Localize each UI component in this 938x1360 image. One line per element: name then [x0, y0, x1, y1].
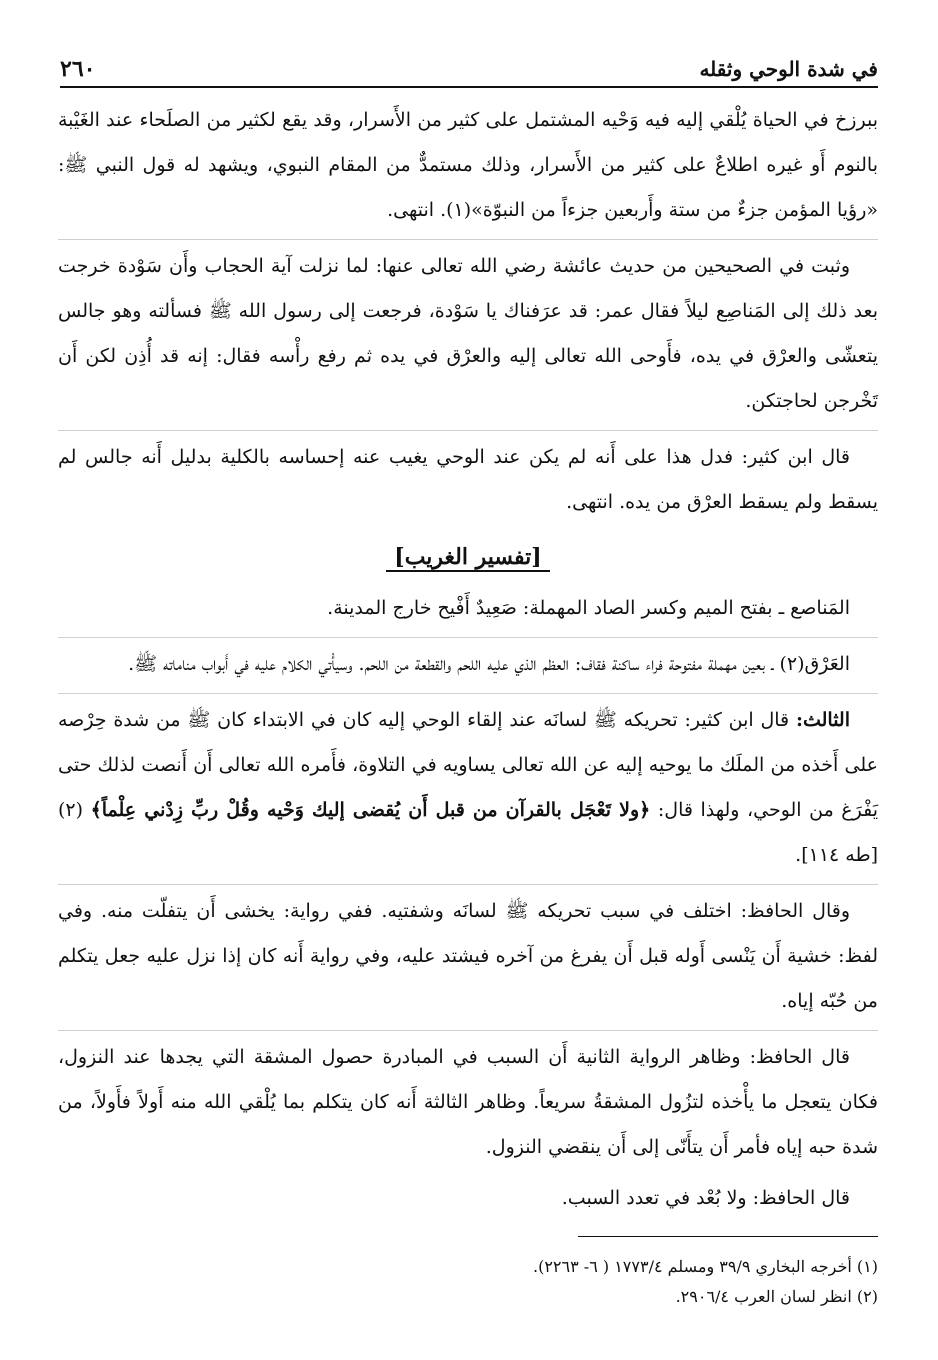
quran-verse: ﴿ولا تَعْجَل بالقرآن من قبل أَن يُقضى إليك وَحْيه وقُلْ ربِّ زِدْني عِلْماً﴾	[90, 799, 651, 821]
footnote: (١) أخرجه البخاري ٣٩/٩ ومسلم ١٧٧٣/٤ ( ٦- ٢٢٦٣).	[532, 1257, 878, 1276]
third-point-paragraph	[58, 693, 878, 878]
footnotes	[60, 1252, 878, 1312]
section-heading	[58, 535, 878, 580]
section-heading-text: [تفسير الغريب]	[386, 544, 549, 572]
running-title: في شدة الوحي وثقله	[699, 57, 878, 81]
footnote: (٢) انظر لسان العرب ٢٩٠٦/٤.	[675, 1287, 878, 1306]
paragraph: قال الحافظ: ولا بُعْد في تعدد السبب.	[561, 1187, 850, 1209]
footnote-divider	[578, 1236, 878, 1237]
third-point-text: قال ابن كثير: تحريكه ﷺ لسانَه عند إلقاء الوحي إليه كان في الابتداء كان ﷺ من شدة حِرْصه على أَخذه من الملَك ما يوحيه إليه عن الله تعالى يساويه في التلاوة، فأَمره الله تعالى أَن أَنصت لذلك حتى يَفْرَغ من الوحي، ولهذا قال:	[58, 709, 879, 821]
paragraph: قال ابن كثير: فدل هذا على أَنه لم يكن عند الوحي يغيب عنه إحساسه بالكلية بدليل أَنه جالس لم يسقط ولم يسقط العرْق من يده. انتهى.	[58, 430, 878, 525]
page-number: ٢٦٠	[60, 56, 96, 82]
glossary-entry: العَرْق(٢) ـ بعين مهملة مفتوحة فراء ساكنة فقاف: العظم الذي عليه اللحم والقطعة من اللحم. وسيأْتي الكلام عليه في أَبواب مناماته ﷺ.	[58, 637, 878, 687]
third-point-lead: الثالث:	[795, 709, 851, 731]
paragraph: وقال الحافظ: اختلف في سبب تحريكه ﷺ لسانَه وشفتيه. ففي رواية: يخشى أَن يتفلّت منه. وفي لفظ: خشية أَن يَنْسى أَوله قبل أَن يفرغ من آخره فيشتد عليه، وفي رواية أَنه كان إذا نزل عليه جعل يتكلم من حُبّه إياه.	[58, 884, 878, 1024]
page-body	[58, 98, 878, 1227]
page-header	[60, 52, 878, 88]
quran-reference: (٢) [طه ١١٤].	[58, 799, 878, 866]
paragraph: ببرزخ في الحياة يُلْقي إليه فيه وَحْيه المشتمل على كثير من الأَسرار، وقد يقع لكثير من الصلَحاء عند الغَيْبة بالنوم أَو غيره اطلاعٌ على كثير من الأَسرار، وذلك مستمدٌّ من المقام النبوي، ويشهد له قول النبي ﷺ: «رؤيا المؤمن جزءٌ من ستة وأَربعين جزءاً من النبوّة»(١). انتهى.	[58, 109, 878, 221]
paragraph: وثبت في الصحيحين من حديث عائشة رضي الله تعالى عنها: لما نزلت آية الحجاب وأَن سَوْدة خرجت بعد ذلك إلى المَناصِع ليلاً فقال عمر: قد عرَفناك يا سَوْدة، فرجعت إلى رسول الله ﷺ فسألته وهو جالس يتعشّى والعرْق في يده، فأَوحى الله تعالى إليه والعرْق في يده ثم رفع رأْسه فقال: إنه قد أُذِن لكن أَن تَخْرجن لحاجتكن.	[58, 239, 878, 424]
glossary-entry: المَناصع ـ بفتح الميم وكسر الصاد المهملة: صَعِيدٌ أَفْيح خارج المدينة.	[327, 597, 850, 619]
paragraph: قال الحافظ: وظاهر الرواية الثانية أَن السبب في المبادرة حصول المشقة التي يجدها عند النزول، فكان يتعجل ما يأْخذه لتزُول المشقةُ سريعاً. وظاهر الثالثة أَنه كان يتكلم بما يُلْقي الله منه أَولاً فأَولاً، من شدة حبه إياه فأمر أَن يتأَنّى إلى أَن ينقضي النزول.	[58, 1030, 878, 1170]
